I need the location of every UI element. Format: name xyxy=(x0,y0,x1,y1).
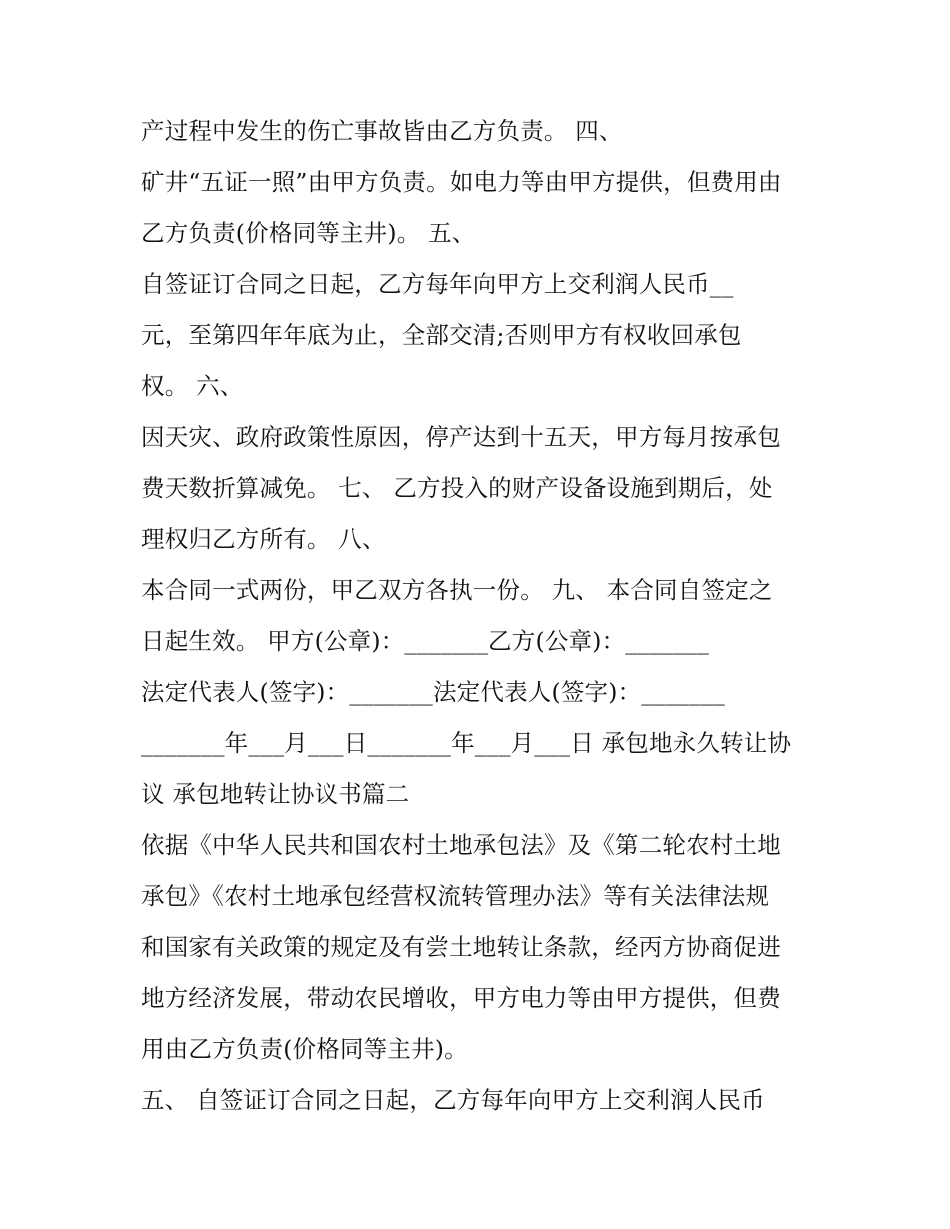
text-line: 日起生效。 甲方(公章)：_______乙方(公章)：_______ xyxy=(141,627,709,655)
text-line: 权。 六、 xyxy=(141,372,244,400)
text-line: 乙方负责(价格同等主井)。 五、 xyxy=(141,219,476,247)
text-line: 用由乙方负责(价格同等主井)。 xyxy=(141,1035,468,1063)
contract-text xyxy=(141,106,821,1126)
text-line: 因天灾、政府政策性原因，停产达到十五天，甲方每月按承包 xyxy=(141,423,781,451)
text-line: 费天数折算减免。 七、 乙方投入的财产设备设施到期后，处 xyxy=(141,474,773,502)
text-line: 自签证订合同之日起，乙方每年向甲方上交利润人民币__ xyxy=(141,270,734,298)
text-line: 法定代表人(签字)：_______法定代表人(签字)：_______ xyxy=(141,678,725,706)
text-line: 矿井“五证一照”由甲方负责。如电力等由甲方提供，但费用由 xyxy=(141,168,782,196)
text-line: 本合同一式两份，甲乙双方各执一份。 九、 本合同自签定之 xyxy=(141,576,773,604)
text-line: 元，至第四年年底为止，全部交清;否则甲方有权收回承包 xyxy=(141,321,742,349)
text-line: 五、 自签证订合同之日起，乙方每年向甲方上交利润人民币 xyxy=(141,1086,765,1114)
text-line: 承包》《农村土地承包经营权流转管理办法》等有关法律法规 xyxy=(141,882,770,910)
text-line: 依据《中华人民共和国农村土地承包法》及《第二轮农村土地 xyxy=(141,831,781,859)
text-line: 理权归乙方所有。 八、 xyxy=(141,525,386,553)
text-line: 地方经济发展，带动农民增收，甲方电力等由甲方提供，但费 xyxy=(141,984,781,1012)
text-line: 和国家有关政策的规定及有尝土地转让条款，经丙方协商促进 xyxy=(141,933,781,961)
text-line: _______年___月___日_______年___月___日 承包地永久转让协 xyxy=(141,729,792,757)
text-line: 议 承包地转让协议书篇二 xyxy=(141,780,410,808)
text-line: 产过程中发生的伤亡事故皆由乙方负责。 四、 xyxy=(141,117,623,145)
